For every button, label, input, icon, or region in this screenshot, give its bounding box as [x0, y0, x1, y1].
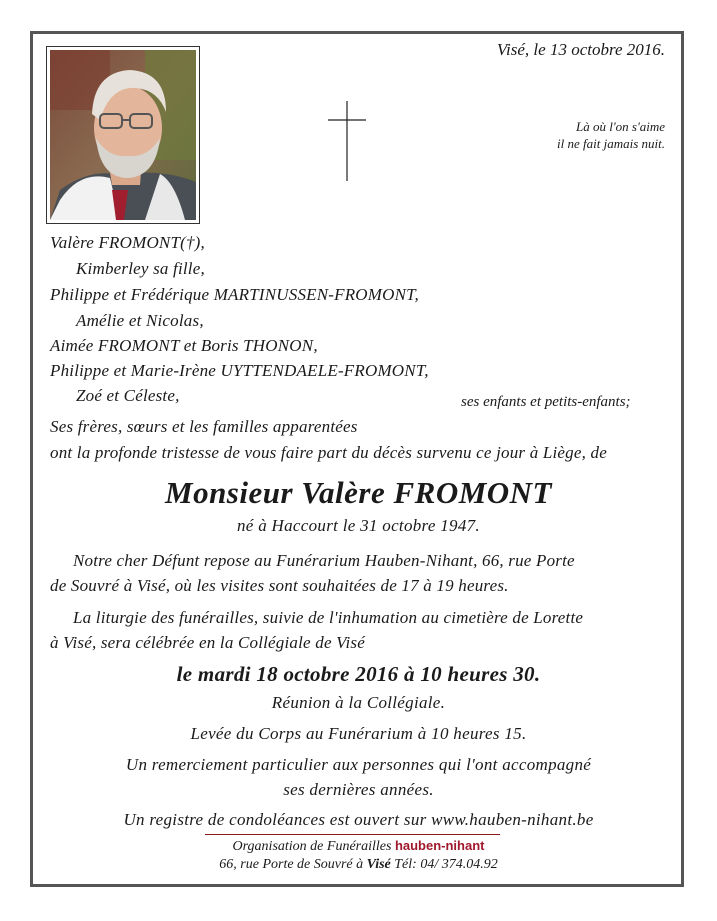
- thanks-line-2: ses dernières années.: [283, 780, 434, 799]
- meeting-info: Réunion à la Collégiale.: [271, 693, 446, 712]
- family-line-4: Amélie et Nicolas,: [76, 311, 204, 330]
- notice-date: Visé, le 13 octobre 2016.: [496, 40, 665, 59]
- epigraph-line-1: Là où l'on s'aime: [576, 119, 665, 134]
- organizer-prefix: Organisation de Funérailles: [232, 839, 392, 854]
- thanks-line-1: Un remerciement particulier aux personnes qui l'ont accompagné: [125, 755, 592, 774]
- rest-line-1: Notre cher Défunt repose au Funérarium Hauben-Nihant, 66, rue Porte: [73, 551, 575, 570]
- family-line-6: Philippe et Marie-Irène UYTTENDAELE-FROMONT,: [50, 361, 429, 380]
- liturgy-line-2: à Visé, sera célébrée en la Collégiale de Visé: [50, 633, 365, 652]
- address-city: Visé: [366, 857, 391, 872]
- family-line-8: Ses frères, sœurs et les familles apparentées: [50, 417, 358, 436]
- address-phone: Tél: 04/ 374.04.92: [394, 857, 498, 872]
- family-line-7: Zoé et Céleste,: [76, 386, 180, 405]
- address-street: 66, rue Porte de Souvré à: [219, 857, 364, 872]
- family-line-3: Philippe et Frédérique MARTINUSSEN-FROMONT,: [50, 285, 420, 304]
- cross-icon: [328, 101, 366, 181]
- deceased-name: Monsieur Valère FROMONT: [165, 475, 552, 510]
- family-line-5: Aimée FROMONT et Boris THONON,: [50, 336, 318, 355]
- liturgy-line-1: La liturgie des funérailles, suivie de l'inhumation au cimetière de Lorette: [73, 608, 584, 627]
- levee-info: Levée du Corps au Funérarium à 10 heures 15.: [190, 724, 527, 743]
- ceremony-date: le mardi 18 octobre 2016 à 10 heures 30.: [176, 662, 541, 686]
- condolence-register: Un registre de condoléances est ouvert sur www.hauben-nihant.be: [123, 810, 594, 829]
- family-line-9: ont la profonde tristesse de vous faire part du décès survenu ce jour à Liège, de: [50, 443, 607, 462]
- family-line-1: Valère FROMONT(†),: [50, 233, 205, 252]
- birth-info: né à Haccourt le 31 octobre 1947.: [237, 516, 480, 535]
- family-relation: ses enfants et petits-enfants;: [461, 394, 631, 410]
- organizer-brand: hauben-nihant: [394, 838, 485, 853]
- footer-divider: [205, 834, 500, 835]
- family-line-2: Kimberley sa fille,: [76, 259, 205, 278]
- epigraph-quote: [557, 118, 665, 152]
- funeral-organizer: [0, 838, 717, 855]
- organizer-address: [0, 857, 717, 873]
- rest-line-2: de Souvré à Visé, où les visites sont souhaitées de 17 à 19 heures.: [50, 576, 509, 595]
- epigraph-line-2: il ne fait jamais nuit.: [557, 136, 665, 151]
- portrait-image: [50, 50, 196, 220]
- portrait-photo: [46, 46, 200, 224]
